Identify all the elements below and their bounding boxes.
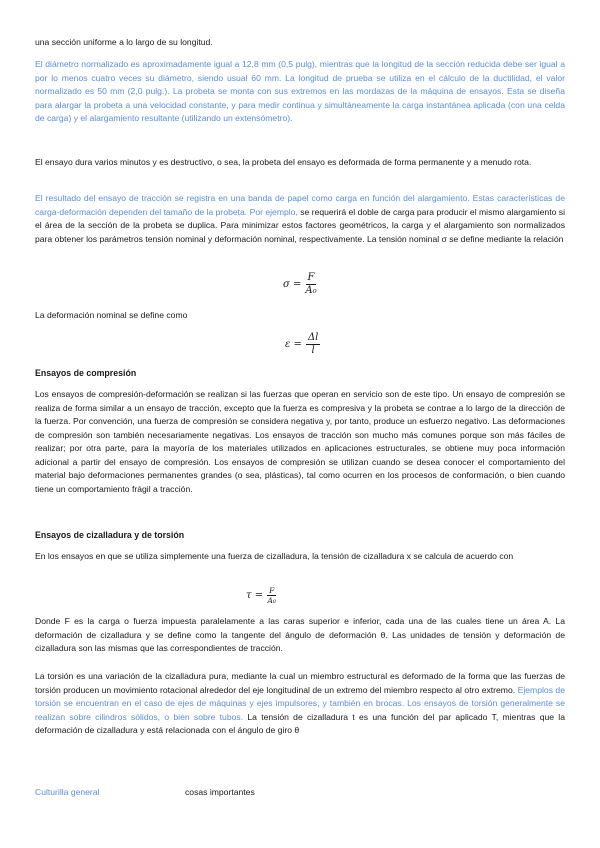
formula-strain-lhs: ε = xyxy=(285,339,302,350)
footer-important-things: cosas importantes xyxy=(185,787,255,797)
paragraph-test-result xyxy=(35,192,565,246)
formula-shear-fraction xyxy=(267,586,276,605)
formula-stress-lhs: σ = xyxy=(283,279,302,290)
paragraph-specimen-dimensions: El diámetro normalizado es aproximadamente igual a 12,8 mm (0,5 pulg), mientras que la longitud de la sección reducida debe ser igual a por lo menos cuatro veces su diámetro, siendo usual 60 mm. La longitud de prueba se utiliza en el cálculo de la ductilidad, el valor normalizado es 50 mm (2,0 pulg.). La probeta se monta con sus extremos en las mordazas de la máquina de ensayos. Esta se diseña para alargar la probeta a una velocidad constante, y para medir continua y simultáneamente la carga instantánea aplicada (con una celda de carga) y el alargamiento resultante (utilizando un extensómetro). xyxy=(35,59,565,123)
footer-notes xyxy=(35,787,255,797)
paragraph-shear: En los ensayos en que se utiliza simplemente una fuerza de cizalladura, la tensión de cizalladura x se calcula de acuerdo con xyxy=(35,551,514,561)
paragraph-torsion xyxy=(35,670,565,738)
paragraph-shear-definition: Donde F es la carga o fuerza impuesta paralelamente a las caras superior e inferior, cada una de las cuales tiene un área A. La deformación de cizalladura y se define como la tangente del ángulo de deformación θ. Las unidades de tensión y deformación de cizalladura son las mismas que las correspondientes de tracción. xyxy=(35,616,565,653)
torsion-text-end: La tensión de cizalladura t es una función del par aplicado T, mientras que la deformación de cizalladura y está relacionada con el ángulo de giro θ xyxy=(35,711,565,735)
formula-nominal-strain xyxy=(285,332,320,357)
formula-nominal-stress xyxy=(283,272,317,297)
formula-strain-fraction xyxy=(306,332,320,357)
formula-strain-numerator: Δl xyxy=(307,332,319,343)
heading-shear-torsion-tests: Ensayos de cizalladura y de torsión xyxy=(35,530,185,540)
paragraph-compression: Los ensayos de compresión-deformación se realizan si las fuerzas que operan en servicio son de este tipo. Un ensayo de compresión se realiza de forma similar a un ensayo de tracción, excepto que la fuerza es compresiva y la probeta se contrae a lo largo de la dirección de la fuerza. Por convención, una fuerza de compresión se considera negativa y, por tanto, produce un esfuerzo negativo. Las deformaciones de compresión son también necesariamente negativas. Los ensayos de tracción son mucho más comunes porque son más fáciles de realizar; por otra parte, para la mayoría de los materiales utilizados en aplicaciones estructurales, se obtiene muy poca información adicional a partir del ensayo de compresión. Los ensayos de compresión se utilizan cuando se desea conocer el comportamiento del material bajo deformaciones permanentes grandes (o sea, plásticas), tal como ocurren en los procesos de conformación, o bien cuando tiene un comportamiento frágil a tracción. xyxy=(35,389,565,494)
test-result-highlight: El resultado del ensayo de tracción se registra en una banda de papel como carga en función del alargamiento. Estas características de carga-deformación dependen del tamaño de la probeta. Por ejemplo, xyxy=(35,193,565,217)
torsion-examples-highlight: Ejemplos de torsión se encuentran en el caso de ejes de máquinas y ejes impulsores, y también en brocas. Los ensayos de torsión generalmente se realizan sobre cilindros sólidos, o bien sobre tubos. xyxy=(35,684,565,722)
test-result-text: se requerirá el doble de carga para producir el mismo alargamiento si el área de la sección de la probeta se duplica. Para minimizar estos factores geométricos, la carga y el alargamiento son normalizados para obtener los parámetros tensión nominal y deformación nominal, respectivamente. La tensión nominal σ se define mediante la relación xyxy=(35,206,565,244)
paragraph-intro: una sección uniforme a lo largo de su longitud. xyxy=(35,37,213,47)
formula-stress-numerator: F xyxy=(307,272,315,283)
paragraph-nominal-strain: La deformación nominal se define como xyxy=(35,310,188,320)
torsion-text-start: La torsión es una variación de la cizalladura pura, mediante la cual un miembro estructural es deformado de la forma que las fuerzas de torsión producen un movimiento rotacional alrededor del eje longitudinal de un extremo del miembro respecto al otro extremo. xyxy=(35,671,565,695)
formula-shear-lhs: τ = xyxy=(246,590,264,601)
formula-shear-stress xyxy=(246,586,276,605)
formula-stress-denominator: A₀ xyxy=(305,285,317,296)
formula-shear-denominator: A₀ xyxy=(267,596,276,605)
heading-compression-tests: Ensayos de compresión xyxy=(35,368,137,378)
footer-general-culture: Culturilla general xyxy=(35,787,100,797)
paragraph-destructive-test: El ensayo dura varios minutos y es destructivo, o sea, la probeta del ensayo es deformada de forma permanente y a menudo rota. xyxy=(35,157,532,167)
formula-strain-denominator: l xyxy=(311,345,315,356)
formula-stress-fraction xyxy=(305,272,316,297)
formula-shear-numerator: F xyxy=(269,586,275,595)
